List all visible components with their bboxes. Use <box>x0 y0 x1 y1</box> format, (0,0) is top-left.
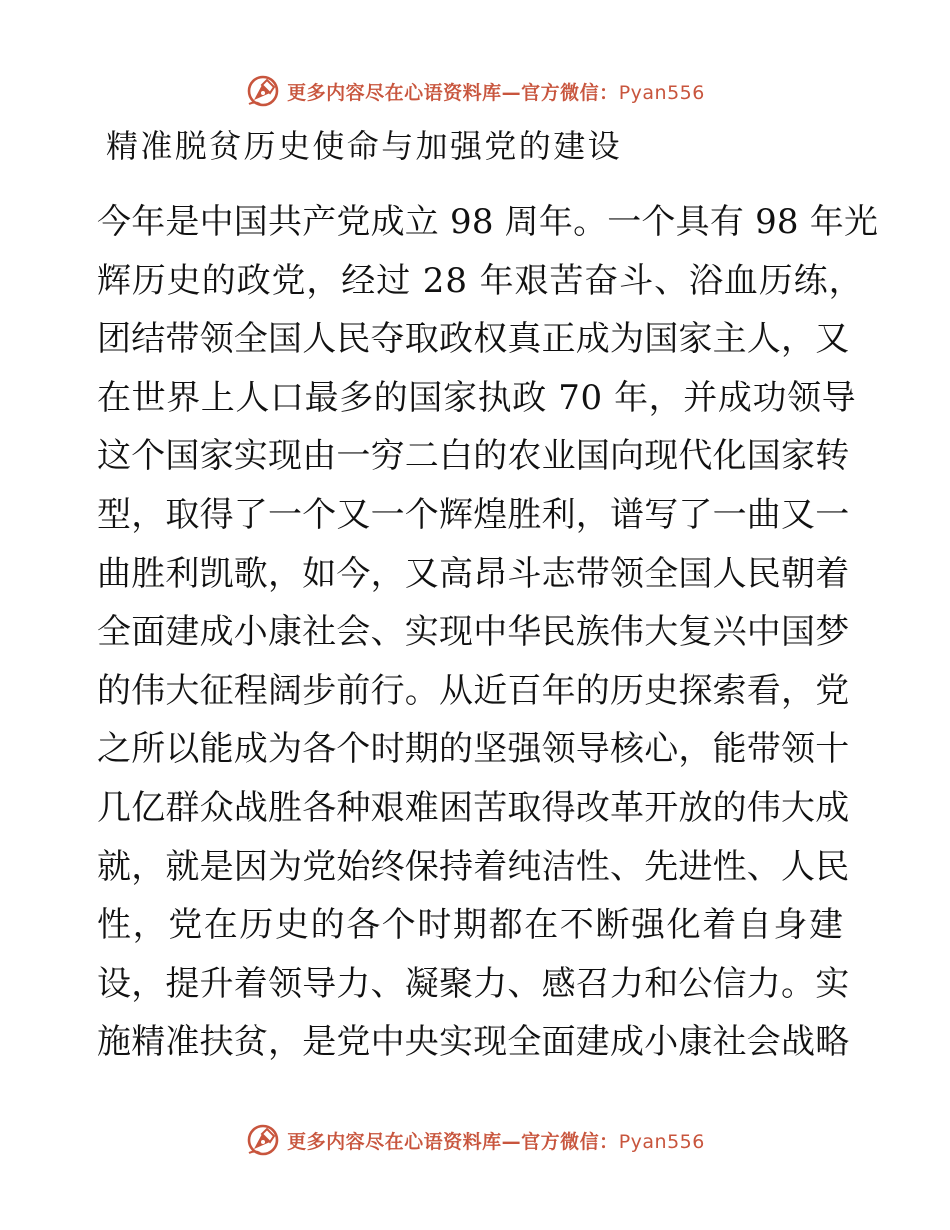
body-line: 型，取得了一个又一个辉煌胜利，谱写了一曲又一 <box>97 494 850 535</box>
document-body <box>97 193 879 1072</box>
pen-nib-circle-icon <box>245 73 281 109</box>
banner-separator: — <box>501 81 522 104</box>
footer-banner <box>0 1120 950 1160</box>
body-line: 的伟大征程阔步前行。从近百年的历史探索看，党 <box>97 670 850 711</box>
body-line: 设，提升着领导力、凝聚力、感召力和公信力。实 <box>97 963 850 1004</box>
banner-separator: — <box>501 1130 522 1153</box>
body-line: 曲胜利凯歌，如今，又高昂斗志带领全国人民朝着 <box>97 553 850 594</box>
banner-promo-text: 更多内容尽在心语资料库 <box>287 1130 502 1153</box>
banner-wechat-id: Pyan556 <box>618 81 705 104</box>
banner-wechat-label: 官方微信： <box>521 81 619 104</box>
header-banner <box>0 71 950 111</box>
document-title: 精准脱贫历史使命与加强党的建设 <box>106 127 623 165</box>
banner-promo-text: 更多内容尽在心语资料库 <box>287 81 502 104</box>
body-line: 之所以能成为各个时期的坚强领导核心，能带领十 <box>97 729 850 770</box>
body-line: 在世界上人口最多的国家执政 70 年，并成功领导 <box>97 377 857 418</box>
body-line: 全面建成小康社会、实现中华民族伟大复兴中国梦 <box>97 612 850 653</box>
body-line: 施精准扶贫，是党中央实现全面建成小康社会战略 <box>97 1022 850 1063</box>
banner-text <box>287 1127 705 1154</box>
banner-text <box>287 78 705 105</box>
body-line: 辉历史的政党，经过 28 年艰苦奋斗、浴血历练， <box>97 260 864 301</box>
banner-wechat-id: Pyan556 <box>618 1130 705 1153</box>
body-line: 团结带领全国人民夺取政权真正成为国家主人，又 <box>97 319 850 360</box>
body-line: 这个国家实现由一穷二白的农业国向现代化国家转 <box>97 436 850 477</box>
body-line: 性，党在历史的各个时期都在不断强化着自身建 <box>97 905 845 946</box>
body-line: 就，就是因为党始终保持着纯洁性、先进性、人民 <box>97 846 850 887</box>
body-line: 今年是中国共产党成立 98 周年。一个具有 98 年光 <box>97 202 879 242</box>
body-line: 几亿群众战胜各种艰难困苦取得改革开放的伟大成 <box>97 787 850 828</box>
banner-wechat-label: 官方微信： <box>521 1130 619 1153</box>
pen-nib-circle-icon <box>245 1122 281 1158</box>
